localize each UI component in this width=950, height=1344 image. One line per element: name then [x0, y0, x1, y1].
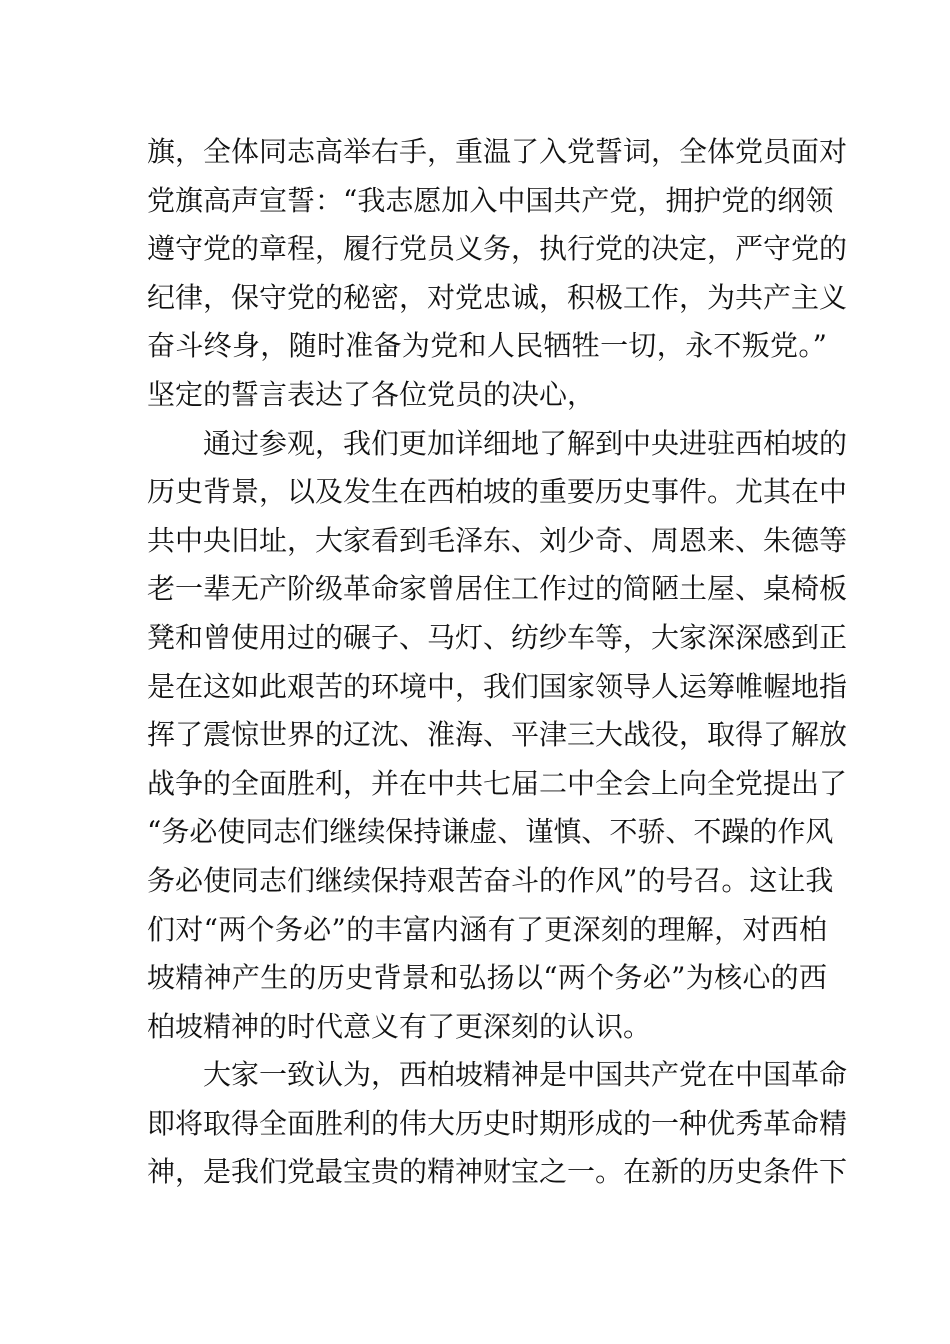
text-line: 旗，全体同志高举右手，重温了入党誓词，全体党员面对 [147, 135, 848, 168]
text-line: 历史背景，以及发生在西柏坡的重要历史事件。尤其在中 [147, 475, 848, 509]
text-line: 共中央旧址，大家看到毛泽东、刘少奇、周恩来、朱德等 [147, 523, 848, 557]
text-line: 奋斗终身，随时准备为党和人民牺牲一切，永不叛党。” [147, 329, 827, 363]
text-line: 通过参观，我们更加详细地了解到中央进驻西柏坡的 [203, 426, 848, 460]
text-line: 凳和曾使用过的碾子、马灯、纺纱车等，大家深深感到正 [147, 620, 848, 654]
text-line: 党旗高声宣誓：“我志愿加入中国共产党，拥护党的纲领 [147, 183, 834, 217]
text-line: “务必使同志们继续保持谦虚、谨慎、不骄、不躁的作风 [147, 815, 834, 849]
text-line: 坡精神产生的历史背景和弘扬以“两个务必”为核心的西 [147, 961, 827, 995]
text-line: 大家一致认为，西柏坡精神是中国共产党在中国革命 [203, 1058, 848, 1092]
text-line: 老一辈无产阶级革命家曾居住工作过的简陋土屋、桌椅板 [147, 572, 848, 606]
text-line: 神，是我们党最宝贵的精神财宝之一。在新的历史条件下 [147, 1155, 848, 1189]
text-line: 战争的全面胜利，并在中共七届二中全会上向全党提出了 [147, 766, 848, 800]
text-line: 遵守党的章程，履行党员义务，执行党的决定，严守党的 [147, 232, 848, 266]
text-line: 纪律，保守党的秘密，对党忠诚，积极工作，为共产主义 [147, 280, 848, 314]
text-line: 务必使同志们继续保持艰苦奋斗的作风”的号召。这让我 [147, 863, 834, 897]
text-line: 是在这如此艰苦的环境中，我们国家领导人运筹帷幄地指 [147, 669, 848, 703]
text-line: 坚定的誓言表达了各位党员的决心， [147, 377, 596, 411]
text-line: 们对“两个务必”的丰富内涵有了更深刻的理解，对西柏 [147, 912, 827, 946]
text-line: 挥了震惊世界的辽沈、淮海、平津三大战役，取得了解放 [147, 718, 848, 752]
document-body [147, 128, 848, 1197]
text-line: 即将取得全面胜利的伟大历史时期形成的一种优秀革命精 [147, 1106, 848, 1140]
text-line: 柏坡精神的时代意义有了更深刻的认识。 [147, 1009, 652, 1043]
